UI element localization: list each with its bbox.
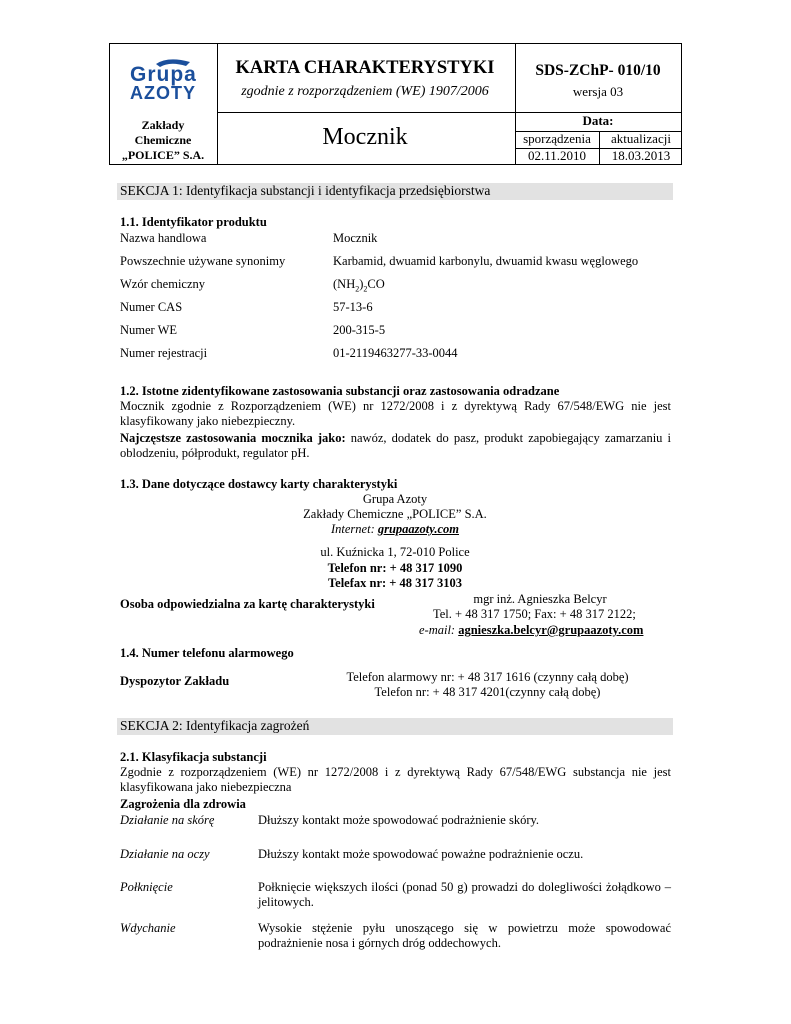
row-label-formula: Wzór chemiczny [120, 277, 206, 291]
responsible-email [419, 623, 643, 638]
internet-label: Internet [330, 522, 371, 536]
formula-part-c: CO [367, 277, 385, 291]
section-2-bar [117, 718, 673, 735]
row-label-synonyms: Powszechnie używane synonimy [120, 254, 286, 268]
supplier-internet: Internet: grupaazoty.com [330, 522, 459, 536]
row-value-synonyms: Karbamid, dwuamid karbonylu, dwuamid kwasu węglowego [333, 254, 639, 268]
hazard-text-eyes: Dłuższy kontakt może spowodować poważne podrażnienie oczu. [258, 847, 584, 861]
date-label: Data: [582, 113, 614, 128]
formula-sub-1: 2 [355, 284, 360, 294]
row-value-registration: 01-2119463277-33-0044 [333, 346, 458, 360]
formula-part-b: ) [359, 277, 364, 291]
document-version: wersja 03 [572, 84, 624, 99]
supplier-phone: Telefon nr: + 48 317 1090 [327, 561, 463, 575]
hazard-text-skin: Dłuższy kontakt może spowodować podrażnienie skóry. [258, 813, 540, 827]
hazard-route-skin: Działanie na skórę [120, 813, 215, 827]
company-line-2: Chemiczne [134, 133, 192, 147]
section-1-bar [117, 183, 673, 200]
s12-uses-text: nawóz, dodatek do pasz, produkt zapobiegający zamarzaniu i oblodzeniu, półprodukt, regulator pH. [120, 431, 671, 460]
row-label-we: Numer WE [120, 323, 178, 337]
responsible-name: mgr inż. Agnieszka Belcyr [473, 592, 607, 606]
responsible-label: Osoba odpowiedzialna za kartę charakterystyki [120, 597, 375, 611]
dispatcher-label: Dyspozytor Zakładu [120, 674, 230, 688]
product-name: Mocznik [322, 124, 408, 150]
s12-text: Mocznik zgodnie z Rozporządzeniem (WE) nr 1272/2008 i z dyrektywą Rady 67/548/EWG nie jest klasyfikowany jako niebezpieczny. [120, 399, 671, 428]
date-updated-header: aktualizacji [611, 131, 671, 146]
hazard-route-inhalation: Wdychanie [120, 921, 176, 935]
logo-text-top: Grupa [130, 63, 197, 86]
supplier-address: ul. Kuźnicka 1, 72-010 Police [320, 545, 470, 559]
s21-title: 2.1. Klasyfikacja substancji [120, 750, 267, 764]
document-title: KARTA CHARAKTERYSTYKI [235, 58, 495, 78]
supplier-name: Grupa Azoty [362, 492, 428, 506]
hazard-text-inhalation: Wysokie stężenie pyłu unoszącego się w powietrzu może spowodować podrażnienie nosa i górnych dróg oddechowych. [258, 921, 671, 950]
s13-title: 1.3. Dane dotyczące dostawcy karty charakterystyki [120, 477, 398, 491]
s11-title: 1.1. Identyfikator produktu [120, 215, 267, 229]
row-value-we: 200-315-5 [333, 323, 386, 337]
row-label-registration: Numer rejestracji [120, 346, 208, 360]
row-label-trade-name: Nazwa handlowa [120, 231, 207, 245]
document-subtitle: zgodnie z rozporządzeniem (WE) 1907/2006 [241, 84, 489, 99]
s12-uses-label: Najczęstsze zastosowania mocznika jako: [120, 431, 346, 445]
s14-title: 1.4. Numer telefonu alarmowego [120, 646, 294, 660]
company-line-1: Zakłady [141, 118, 185, 132]
section-1-title: SEKCJA 1: Identyfikacja substancji i identyfikacja przedsiębiorstwa [120, 183, 491, 198]
date-created: 02.11.2010 [527, 148, 587, 163]
hazard-text-ingestion: Połknięcie większych ilości (ponad 50 g) prowadzi do dolegliwości żołądkowo – jelitowych. [258, 880, 671, 909]
responsible-phone: Tel. + 48 317 1750; Fax: + 48 317 2122; [433, 607, 636, 621]
row-value-cas: 57-13-6 [333, 300, 373, 314]
formula-sub-2: 2 [363, 284, 368, 294]
logo-text-bottom: AZOTY [130, 83, 196, 103]
document-code: SDS-ZChP- 010/10 [535, 62, 661, 79]
row-label-cas: Numer CAS [120, 300, 183, 314]
email-link[interactable]: agnieszka.belcyr@grupaazoty.com [458, 623, 644, 637]
alarm-phone-2: Telefon nr: + 48 317 4201(czynny całą dobę) [374, 685, 601, 699]
date-updated: 18.03.2013 [611, 148, 671, 163]
s12-uses [120, 431, 671, 461]
formula-part-a: (NH [333, 277, 356, 291]
s12-title: 1.2. Istotne zidentyfikowane zastosowania substancji oraz zastosowania odradzane [120, 384, 560, 398]
internet-link[interactable]: grupaazoty.com [377, 522, 459, 536]
company-logo [128, 56, 204, 106]
alarm-phone-1: Telefon alarmowy nr: + 48 317 1616 (czynny całą dobę) [346, 670, 629, 684]
company-name [110, 118, 216, 163]
date-created-header: sporządzenia [523, 131, 591, 146]
health-hazards-title: Zagrożenia dla zdrowia [120, 797, 246, 811]
s21-text: Zgodnie z rozporządzeniem (WE) nr 1272/2008 i z dyrektywą Rady 67/548/EWG substancja nie jest klasyfikowana jako niebezpieczna [120, 765, 671, 794]
hazard-route-ingestion: Połknięcie [120, 880, 173, 894]
section-2-title: SEKCJA 2: Identyfikacja zagrożeń [120, 718, 310, 733]
hazard-route-eyes: Działanie na oczy [120, 847, 210, 861]
supplier-company: Zakłady Chemiczne „POLICE” S.A. [303, 507, 487, 521]
email-label: e-mail: [419, 623, 456, 637]
company-line-3: „POLICE” S.A. [121, 148, 205, 162]
row-value-formula [333, 277, 385, 292]
row-value-trade-name: Mocznik [333, 231, 378, 245]
supplier-fax: Telefax nr: + 48 317 3103 [327, 576, 463, 590]
